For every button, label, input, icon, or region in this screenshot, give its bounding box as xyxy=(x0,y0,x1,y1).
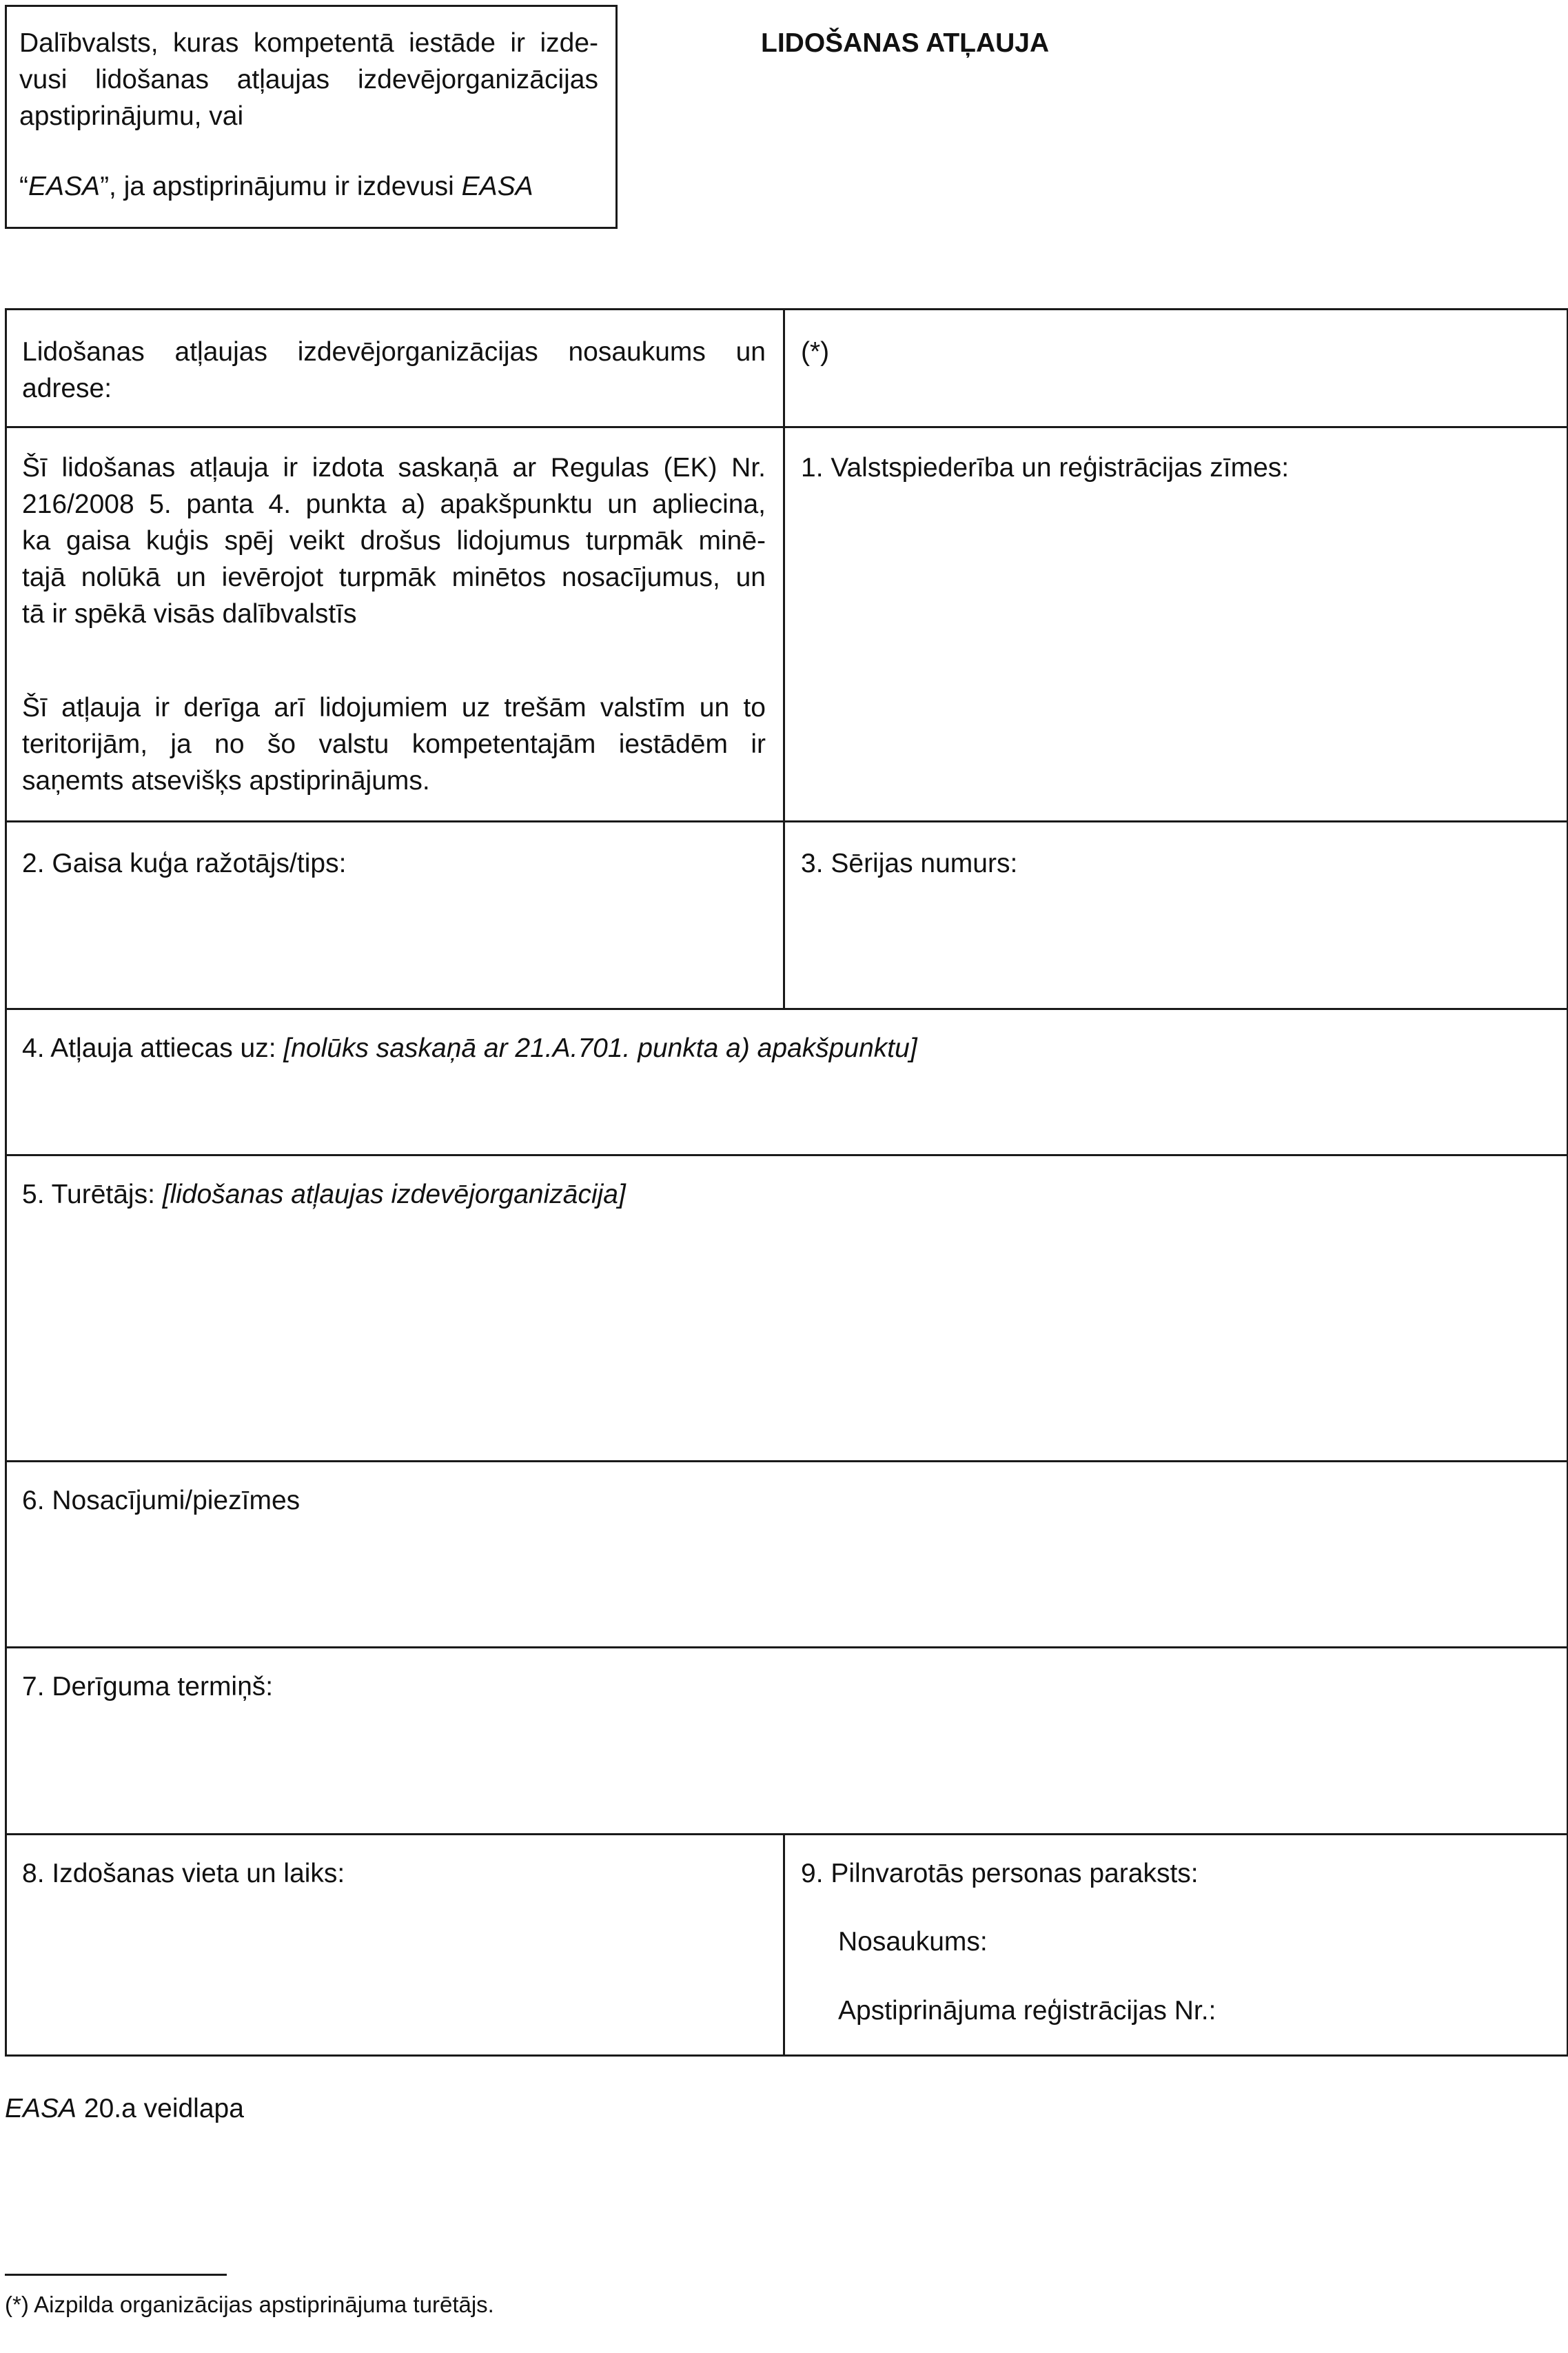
quote-open: “ xyxy=(19,172,28,201)
grid-line-2 xyxy=(5,820,1568,822)
field-9-name: Nosaukums: xyxy=(838,1927,988,1957)
issuer-label-line-1: Lidošanas atļaujas izdevējorganizācijas nosaukums un xyxy=(22,337,766,367)
statement-line-2: 216/2008 5. panta 4. punkta a) apakšpunktu un apliecina, xyxy=(22,489,766,519)
grid-divider-top xyxy=(783,308,785,1009)
field-4-label: 4. Atļauja attiecas uz: xyxy=(22,1033,284,1063)
field-5-holder xyxy=(22,1176,626,1213)
grid-line-6 xyxy=(5,1646,1568,1648)
statement-line-3: ka gaisa kuģis spēj veikt drošus lidojumus turpmāk minē- xyxy=(22,526,766,556)
grid-line-3 xyxy=(5,1008,1568,1010)
authority-line-2: vusi lidošanas atļaujas izdevējorganizācijas xyxy=(19,65,598,94)
authority-line-1: Dalībvalsts, kuras kompetentā iestāde ir izde- xyxy=(19,28,598,58)
grid-line-5 xyxy=(5,1460,1568,1462)
issuer-label-line-2: adrese: xyxy=(22,374,112,403)
field-2-manufacturer: 2. Gaisa kuģa ražotājs/tips: xyxy=(22,849,347,878)
footnote: (*) Aizpilda organizācijas apstiprinājuma turētājs. xyxy=(5,2292,494,2317)
asterisk-note-ref: (*) xyxy=(801,337,830,367)
field-9-signature: 9. Pilnvarotās personas paraksts: xyxy=(801,1859,1199,1888)
third-country-line-3: saņemts atsevišķs apstiprinājums. xyxy=(22,766,430,796)
field-5-label: 5. Turētājs: xyxy=(22,1180,163,1209)
authority-line-3: apstiprinājumu, vai xyxy=(19,101,244,131)
third-country-line-1: Šī atļauja ir derīga arī lidojumiem uz trešām valstīm un to xyxy=(22,693,766,723)
field-1-nationality: 1. Valstspiederība un reģistrācijas zīmes: xyxy=(801,453,1290,483)
field-6-conditions: 6. Nosacījumi/piezīmes xyxy=(22,1486,301,1515)
field-4-value: [nolūks saskaņā ar 21.A.701. punkta a) apakšpunktu] xyxy=(283,1033,917,1063)
grid-line-7 xyxy=(5,1833,1568,1835)
easa-issuer-line xyxy=(19,168,533,205)
statement-line-1: Šī lidošanas atļauja ir izdota saskaņā ar Regulas (EK) Nr. xyxy=(22,453,766,483)
field-7-validity: 7. Derīguma termiņš: xyxy=(22,1672,274,1701)
form-id-easa: EASA xyxy=(5,2094,77,2123)
easa-word-2: EASA xyxy=(461,172,533,201)
field-4-purpose xyxy=(22,1030,917,1067)
easa-issuer-text: ”, ja apstiprinājumu ir izdevusi xyxy=(100,172,462,201)
field-3-serial: 3. Sērijas numurs: xyxy=(801,849,1018,878)
form-identifier xyxy=(5,2090,244,2128)
field-5-value: [lidošanas atļaujas izdevējorganizācija] xyxy=(162,1180,626,1209)
footnote-rule xyxy=(5,2274,227,2276)
form-id-rest: 20.a veidlapa xyxy=(77,2094,244,2123)
grid-divider-bottom xyxy=(783,1833,785,2057)
grid-line-1 xyxy=(5,426,1568,428)
grid-line-4 xyxy=(5,1154,1568,1156)
easa-word: EASA xyxy=(28,172,101,201)
field-9-approval-ref: Apstiprinājuma reģistrācijas Nr.: xyxy=(838,1996,1216,2026)
field-8-place-date: 8. Izdošanas vieta un laiks: xyxy=(22,1859,345,1888)
statement-line-4: tajā nolūkā un ievērojot turpmāk minētos nosacījumus, un xyxy=(22,563,766,592)
page-title: LIDOŠANAS ATĻAUJA xyxy=(761,28,1050,58)
third-country-line-2: teritorijām, ja no šo valstu kompetentajām iestādēm ir xyxy=(22,729,766,759)
statement-line-5: tā ir spēkā visās dalībvalstīs xyxy=(22,599,357,629)
